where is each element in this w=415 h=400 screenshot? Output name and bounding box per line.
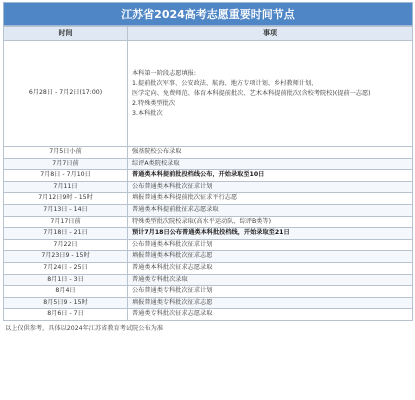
- row-item: 公布普通类本科批次征求计划: [128, 239, 413, 251]
- row-item: 普通类本科批次征求志愿录取: [128, 262, 413, 274]
- row-item: 综评A类院校录取: [128, 158, 413, 170]
- table-row: [4, 147, 413, 159]
- footnote: 以上仅供参考，具体以2024年江苏省教育考试院公布为准: [5, 324, 164, 332]
- row-time: 6月28日 - 7月2日(17:00): [4, 41, 128, 147]
- row-item: [128, 41, 413, 147]
- row-time: 8月5日9 - 15时: [4, 297, 128, 309]
- row-item: 公布普通类专科批次征求计划: [128, 286, 413, 298]
- row-item-line: 医学定向、免费师范、体育本科提前批次、艺术本科提前批次(含校考院校)(提前一志愿): [132, 89, 371, 97]
- row-item-line: 1.提前批次军事、公安政法、航海、地方专项计划、乡村教师计划、: [132, 79, 318, 87]
- table-row: [4, 170, 413, 182]
- row-time: 7月13日 - 14日: [4, 204, 128, 216]
- table-row: [4, 239, 413, 251]
- row-time: 7月23日9 - 15时: [4, 251, 128, 263]
- row-item-line: 3.本科批次: [132, 109, 163, 117]
- row-time: 7月22日: [4, 239, 128, 251]
- table-header-row: [4, 27, 413, 41]
- table-row: [4, 297, 413, 309]
- row-item: 填报普通类本科提前批次征求平行志愿: [128, 193, 413, 205]
- row-item: 填报普通类专科批次征求志愿: [128, 297, 413, 309]
- row-item-line: 本科第一阶段志愿填报:: [132, 69, 196, 77]
- table-row: [4, 251, 413, 263]
- row-item: 公布普通类本科批次征求计划: [128, 181, 413, 193]
- row-item: 普通类专科批次录取: [128, 274, 413, 286]
- page-title: 江苏省2024高考志愿重要时间节点: [3, 2, 413, 26]
- table-row: [4, 41, 413, 147]
- table-row: [4, 309, 413, 321]
- row-time: 7月18日 - 21日: [4, 228, 128, 240]
- header-time: 时间: [4, 27, 128, 41]
- header-item: 事项: [128, 27, 413, 41]
- row-item: 特殊类型批次院校录取(高水平运动队、综评B类等): [128, 216, 413, 228]
- row-item: 普通类专科批次征求志愿录取: [128, 309, 413, 321]
- table-row: [4, 216, 413, 228]
- table-row: [4, 193, 413, 205]
- row-time: 7月8日 - 7月10日: [4, 170, 128, 182]
- row-time: 7月5日小前: [4, 147, 128, 159]
- row-item: 填报普通类本科批次征求志愿: [128, 251, 413, 263]
- table-row: [4, 181, 413, 193]
- table-row: [4, 286, 413, 298]
- schedule-table: [3, 26, 413, 321]
- row-time: 8月4日: [4, 286, 128, 298]
- row-item: 预计7月18日公布普通类本科批投档线，开始录取至21日: [128, 228, 413, 240]
- table-row: [4, 204, 413, 216]
- row-item: 普通类本科提前批投档线公布，开始录取至10日: [128, 170, 413, 182]
- row-item: 普通类本科提前批征求志愿录取: [128, 204, 413, 216]
- row-time: 8月6日 - 7日: [4, 309, 128, 321]
- table-row: [4, 228, 413, 240]
- row-item-line: 2.特殊类型批次: [132, 99, 176, 107]
- row-time: 7月11日: [4, 181, 128, 193]
- row-time: 8月1日 - 3日: [4, 274, 128, 286]
- table-row: [4, 158, 413, 170]
- row-time: 7月24日 - 25日: [4, 262, 128, 274]
- table-row: [4, 262, 413, 274]
- schedule-sheet: [3, 2, 413, 334]
- row-time: 7月7日前: [4, 158, 128, 170]
- row-item: 强基院校公布录取: [128, 147, 413, 159]
- row-time: 7月12日9时 - 15时: [4, 193, 128, 205]
- row-time: 7月17日前: [4, 216, 128, 228]
- table-row: [4, 274, 413, 286]
